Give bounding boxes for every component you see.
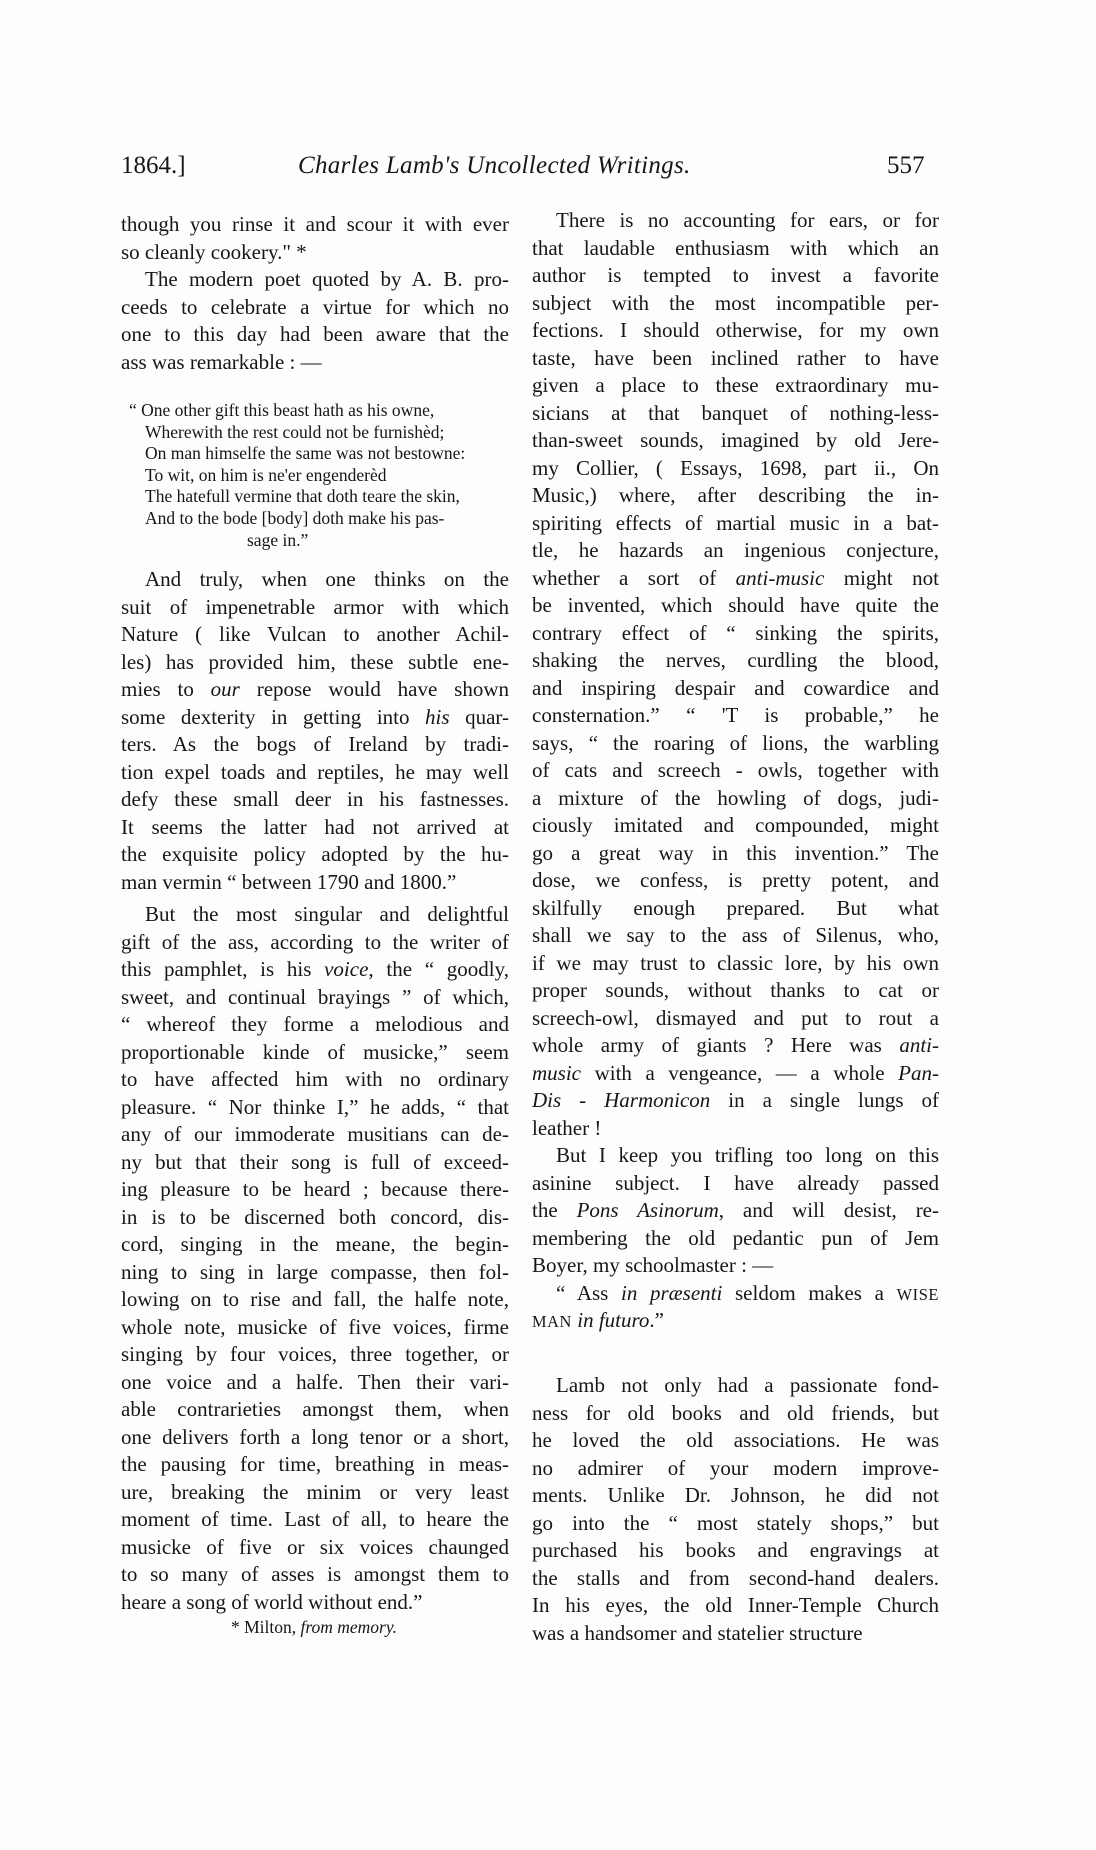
small-caps-text: MAN (532, 1312, 572, 1331)
italic-text: anti-music (735, 565, 825, 590)
text-line (532, 1087, 939, 1115)
text-line: But I keep you trifling too long on this (556, 1143, 939, 1167)
italic-text: voice (324, 957, 369, 981)
text-line: defy these small deer in his fastnesses. (121, 787, 509, 811)
poem-line: “ One other gift this beast hath as his owne, (129, 400, 435, 420)
text-line: dose, we confess, is pretty potent, and (532, 868, 939, 892)
text-run: this pamphlet, is his (121, 957, 325, 981)
paragraph (532, 1280, 939, 1335)
poem-line: sage in.” (247, 529, 309, 550)
text-line: gift of the ass, according to the writer of (121, 929, 509, 954)
text-run: whole army of giants ? Here was (532, 1033, 900, 1057)
text-line (121, 704, 509, 732)
text-line: my Collier, ( Essays, 1698, part ii., On (532, 455, 939, 480)
poem-line: To wit, on him is ne'er engenderèd (145, 464, 387, 485)
text-line: ing pleasure to be heard ; because there- (121, 1177, 509, 1201)
text-line: les) has provided him, these subtle ene- (121, 649, 509, 674)
text-line: sicians at that banquet of nothing-less- (532, 400, 939, 425)
text-line: says, “ the roaring of lions, the warbling (532, 730, 939, 755)
text-line (121, 956, 509, 984)
text-line: tion expel toads and reptiles, he may well (121, 759, 509, 784)
text-run: * Milton, (230, 1617, 301, 1637)
text-line: given a place to these extraordinary mu- (532, 373, 939, 397)
text-line: that laudable enthusiasm with which an (532, 235, 939, 260)
paragraph (121, 266, 509, 376)
text-line: fections. I should otherwise, for my own (532, 318, 939, 342)
text-line: contrary effect of “ sinking the spirits, (532, 620, 939, 645)
text-line: pleasure. “ Nor thinke I,” he adds, “ that (121, 1094, 509, 1119)
footnote (120, 1617, 508, 1638)
text-run: , and will desist, re- (718, 1198, 940, 1222)
text-line: ny but that their song is full of exceed- (121, 1149, 509, 1174)
text-line: proper sounds, without thanks to cat or (532, 978, 939, 1002)
text-line: shall we say to the ass of Silenus, who, (532, 923, 939, 947)
text-run: mies to (121, 677, 211, 701)
text-line: whole note, musicke of five voices, firme (121, 1314, 509, 1339)
text-line: Nature ( like Vulcan to another Achil- (121, 622, 509, 646)
text-line (532, 1280, 939, 1308)
paragraph (121, 211, 509, 266)
text-line: ning to sing in large compasse, then fol- (121, 1259, 509, 1284)
text-line: heare a song of world without end.” (121, 1589, 423, 1614)
text-line: ness for old books and old friends, but (532, 1400, 939, 1425)
text-line: musicke of five or six voices chaunged (121, 1534, 509, 1559)
text-line: a mixture of the howling of dogs, judi- (532, 785, 939, 810)
text-line: the exquisite policy adopted by the hu- (121, 842, 509, 866)
text-line: There is no accounting for ears, or for (556, 208, 939, 232)
text-line: one voice and a halfe. Then their vari- (121, 1369, 509, 1394)
text-run: in a single lungs of (710, 1088, 939, 1112)
text-line: to have affected him with no ordinary (121, 1067, 509, 1091)
italic-text: Pons Asinorum (576, 1198, 719, 1222)
text-line: of cats and screech - owls, together with (532, 758, 939, 782)
text-line: sweet, and continual brayings ” of which, (121, 984, 509, 1009)
text-line (121, 676, 509, 704)
text-line: no admirer of your modern improve- (532, 1455, 939, 1480)
poem-line: Wherewith the rest could not be furnishèd; (145, 421, 445, 442)
text-line: asinine subject. I have already passed (532, 1170, 939, 1195)
text-line: subject with the most incompatible per- (532, 290, 939, 315)
text-line: The modern poet quoted by A. B. pro- (145, 267, 509, 291)
text-line: be invented, which should have quite the (532, 593, 939, 617)
text-line: ters. As the bogs of Ireland by tradi- (121, 732, 509, 756)
text-line: It seems the latter had not arrived at (121, 814, 509, 839)
small-caps-text: WISE (896, 1284, 939, 1304)
text-line (532, 1307, 939, 1335)
text-line (532, 565, 939, 593)
italic-text: anti- (899, 1033, 939, 1057)
italic-text: Pan- (898, 1060, 939, 1085)
text-run: repose would have shown (239, 677, 509, 701)
text-line (532, 1197, 939, 1225)
running-header-title: Charles Lamb's Uncollected Writings. (298, 152, 691, 179)
quoted-poem (129, 400, 509, 551)
paragraph (121, 901, 509, 1616)
italic-text: in præsenti (621, 1280, 723, 1305)
text-line: tle, he hazards an ingenious conjecture, (532, 538, 939, 562)
text-run: some dexterity in getting into (121, 704, 426, 729)
left-block-2 (121, 566, 509, 896)
text-line: Lamb not only had a passionate fond- (556, 1373, 939, 1397)
text-line: But the most singular and delightful (145, 902, 509, 926)
poem-line: And to the bode [body] doth make his pas- (145, 507, 445, 528)
italic-text: our (210, 677, 240, 701)
text-line: one delivers forth a long tenor or a short, (121, 1424, 509, 1449)
text-run: .” (649, 1308, 664, 1332)
paragraph (532, 207, 939, 1142)
text-line: singing by four voices, three together, or (121, 1342, 509, 1366)
text-line: ciously imitated and compounded, might (532, 813, 939, 837)
text-line: taste, have been inclined rather to have (532, 345, 939, 370)
text-line: moment of time. Last of all, to heare the (121, 1507, 509, 1531)
text-line (532, 1032, 939, 1060)
text-line: in is to be discerned both concord, dis- (121, 1204, 509, 1229)
text-line: go into the “ most stately shops,” but (532, 1510, 939, 1535)
text-line: go a great way in this invention.” The (532, 840, 939, 865)
text-line: consternation.” “ 'T is probable,” he (532, 703, 939, 727)
left-block-1 (121, 211, 509, 376)
page-number: 557 (887, 152, 925, 179)
italic-text: from memory. (300, 1617, 398, 1637)
text-line: he loved the old associations. He was (532, 1428, 939, 1452)
italic-text: music (532, 1060, 581, 1085)
poem-line: On man himselfe the same was not bestowne: (145, 443, 466, 464)
text-line: than-sweet sounds, imagined by old Jere- (532, 428, 939, 452)
text-line: if we may trust to classic lore, by his own (532, 950, 939, 975)
text-line: able contrarieties amongst them, when (121, 1397, 509, 1421)
text-line: suit of impenetrable armor with which (121, 594, 509, 619)
italic-text: his (425, 704, 450, 729)
text-line: membering the old pedantic pun of Jem (532, 1225, 939, 1250)
paragraph (532, 1372, 939, 1647)
text-line: ure, breaking the minim or very least (121, 1479, 509, 1504)
text-line: to so many of asses is amongst them to (121, 1562, 509, 1586)
text-line: leather ! (532, 1115, 602, 1140)
text-line: purchased his books and engravings at (532, 1538, 939, 1562)
text-line: proportionable kinde of musicke,” seem (121, 1039, 509, 1064)
paragraph (532, 1142, 939, 1280)
text-line: skilfully enough prepared. But what (532, 895, 939, 920)
text-line: In his eyes, the old Inner-Temple Church (532, 1593, 939, 1617)
text-line: author is tempted to invest a favorite (532, 263, 939, 287)
text-line: And truly, when one thinks on the (145, 567, 509, 591)
text-line: ments. Unlike Dr. Johnson, he did not (532, 1483, 939, 1507)
text-line: screech-owl, dismayed and put to rout a (532, 1005, 939, 1030)
text-run: the (532, 1198, 577, 1222)
italic-text: in futuro (577, 1308, 650, 1332)
text-run: seldom makes a (722, 1280, 897, 1305)
poem-line: The hatefull vermine that doth teare the skin, (145, 486, 460, 507)
text-run: might not (824, 565, 939, 590)
text-line: Music,) where, after describing the in- (532, 483, 939, 507)
text-line: cord, singing in the meane, the begin- (121, 1232, 509, 1256)
text-line: though you rinse it and scour it with ever (121, 212, 509, 236)
text-run: , the “ goodly, (368, 957, 509, 981)
text-line: lowing on to rise and fall, the halfe note, (121, 1287, 509, 1311)
right-block-2 (532, 1372, 939, 1647)
text-line: the pausing for time, breathing in meas- (121, 1452, 509, 1476)
running-header-year: 1864.] (121, 152, 186, 179)
italic-text: Dis - Harmonicon (532, 1088, 711, 1112)
text-line: so cleanly cookery." * (121, 239, 307, 264)
text-line: was a handsomer and statelier structure (532, 1620, 863, 1645)
left-block-3 (121, 901, 509, 1616)
right-block-1 (532, 207, 939, 1335)
text-line: and inspiring despair and cowardice and (532, 675, 939, 700)
text-line: Boyer, my schoolmaster : — (532, 1253, 774, 1277)
text-run: with a vengeance, — a whole (581, 1060, 899, 1085)
text-line: spiriting effects of martial music in a bat- (532, 510, 939, 535)
text-run: whether a sort of (532, 565, 736, 590)
text-run: “ Ass (556, 1280, 621, 1305)
text-line: ceeds to celebrate a virtue for which no (121, 294, 509, 319)
text-line: man vermin “ between 1790 and 1800.” (121, 869, 457, 894)
text-line: shaking the nerves, curdling the blood, (532, 648, 939, 672)
paragraph (121, 566, 509, 896)
text-line: one to this day had been aware that the (121, 322, 509, 346)
text-line: ass was remarkable : — (121, 349, 322, 374)
text-line (532, 1060, 939, 1088)
text-line: the stalls and from second-hand dealers. (532, 1565, 939, 1590)
text-line: any of our immoderate musitians can de- (121, 1122, 509, 1146)
text-run: quar- (449, 704, 509, 729)
text-line: “ whereof they forme a melodious and (121, 1012, 509, 1036)
